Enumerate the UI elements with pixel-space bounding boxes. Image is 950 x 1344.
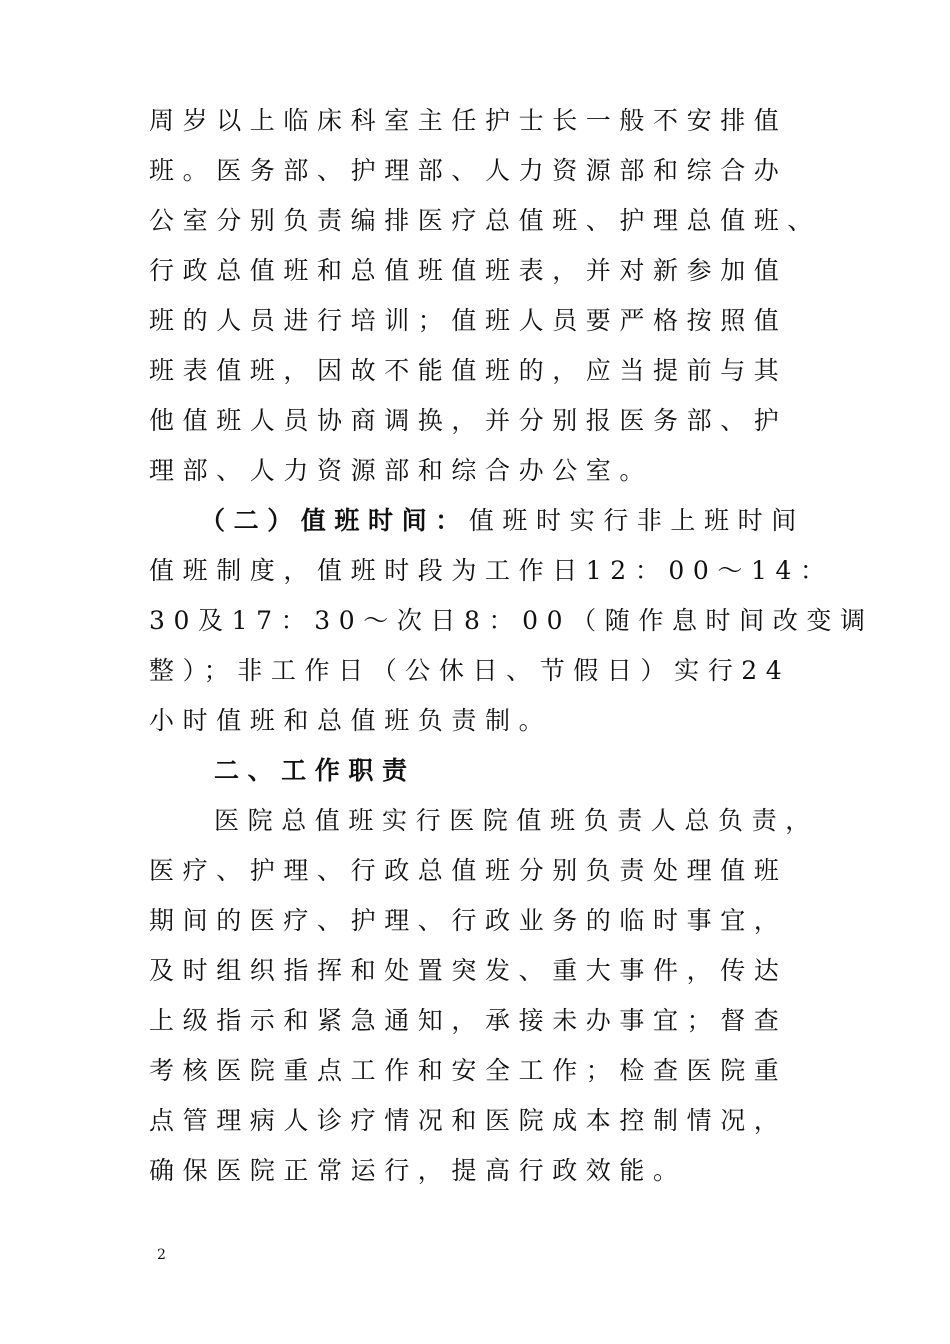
paragraph-line: 班的人员进行培训；值班人员要严格按照值: [149, 306, 788, 335]
paragraph-line: 行政总值班和总值班值班表，并对新参加值: [149, 256, 788, 285]
paragraph-line: 上级指示和紧急通知，承接未办事宜；督查: [149, 1006, 788, 1035]
paragraph-line: 班表值班，因故不能值班的，应当提前与其: [149, 356, 788, 385]
section-label: （二）值班时间：: [200, 506, 469, 535]
page-number: 2: [157, 1247, 166, 1263]
paragraph-line: 及时组织指挥和处置突发、重大事件，传达: [149, 956, 788, 985]
paragraph-line: 小时值班和总值班负责制。: [149, 706, 553, 735]
paragraph-line: 整）；非工作日（公休日、节假日）实行24: [149, 656, 791, 685]
paragraph-line: 公室分别负责编排医疗总值班、护理总值班、: [149, 206, 822, 235]
section-text: 值班时实行非上班时间: [468, 506, 805, 535]
paragraph-line: 他值班人员协商调换，并分别报医务部、护: [149, 406, 788, 435]
paragraph-line: 医疗、护理、行政总值班分别负责处理值班: [149, 856, 788, 885]
paragraph-line: 考核医院重点工作和安全工作；检查医院重: [149, 1056, 788, 1085]
paragraph-line: 理部、人力资源部和综合办公室。: [149, 456, 654, 485]
paragraph-line: 班。医务部、护理部、人力资源部和综合办: [149, 156, 788, 185]
paragraph-line: 30及17：30～次日8：00（随作息时间改变调: [149, 606, 874, 635]
paragraph-line: 确保医院正常运行，提高行政效能。: [149, 1156, 687, 1185]
paragraph-line: 周岁以上临床科室主任护士长一般不安排值: [149, 106, 788, 135]
paragraph-line: 医院总值班实行医院值班负责人总负责，: [214, 806, 819, 835]
section-heading: 二、工作职责: [214, 756, 416, 785]
paragraph-line: 值班制度，值班时段为工作日12：00～14：: [149, 556, 834, 585]
section-duty-time-line: [200, 505, 805, 537]
paragraph-line: 点管理病人诊疗情况和医院成本控制情况，: [149, 1106, 788, 1135]
paragraph-line: 期间的医疗、护理、行政业务的临时事宜，: [149, 906, 788, 935]
